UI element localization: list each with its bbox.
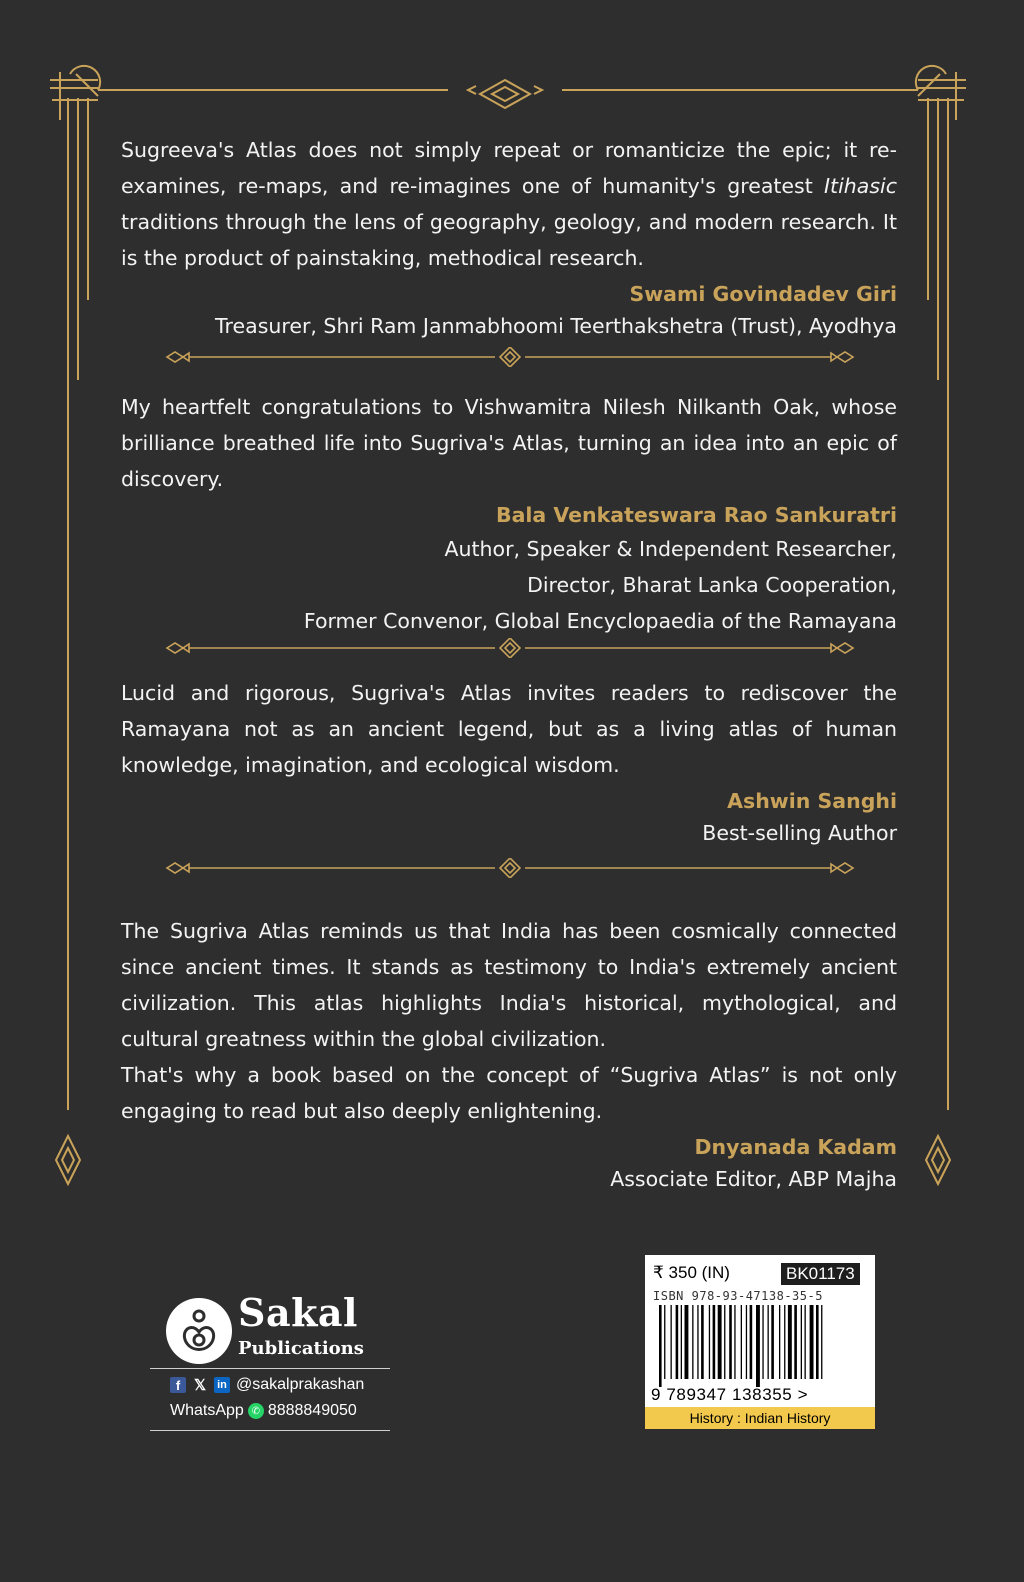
whatsapp-number[interactable]: 8888849050 bbox=[267, 1402, 357, 1419]
testimonial-text: The Sugriva Atlas reminds us that India has been cosmically connected since ancient times. It stands as testimony to India's extremely ancient civilization. This atlas highlights India's historical, mythological, and cultural greatness within the global civilization. bbox=[121, 919, 897, 1051]
barcode-bar bbox=[734, 1305, 735, 1379]
barcode-bar bbox=[794, 1305, 797, 1379]
testimonial-text: Lucid and rigorous, Sugriva's Atlas invites readers to rediscover the Ramayana not as an ancient legend, but as a living atlas of human knowledge, imagination, and ecological wisdom. bbox=[121, 681, 897, 777]
ornamental-divider bbox=[165, 638, 855, 658]
publisher-logo bbox=[150, 1288, 390, 1438]
barcode-bar bbox=[697, 1305, 698, 1379]
barcode-bar bbox=[756, 1305, 760, 1387]
testimonial-1 bbox=[121, 132, 897, 342]
barcode-bar bbox=[768, 1305, 769, 1379]
italic-term: Itihasic bbox=[824, 174, 897, 198]
barcode-bar bbox=[685, 1305, 689, 1379]
testimonial-text-part: Sugreeva's Atlas does not simply repeat or romanticize the epic; it re-examines, re-maps, and re-imagines one of humanity's greatest bbox=[121, 138, 897, 198]
barcode-digits: 9 789347 138355 > bbox=[651, 1385, 809, 1404]
barcode-bar bbox=[784, 1305, 785, 1379]
social-handle[interactable]: @sakalprakashan bbox=[236, 1376, 365, 1393]
whatsapp-icon[interactable]: ✆ bbox=[248, 1403, 264, 1419]
barcode-bar bbox=[779, 1305, 780, 1379]
whatsapp-label: WhatsApp bbox=[170, 1402, 244, 1419]
ornamental-divider bbox=[165, 347, 855, 367]
facebook-icon[interactable]: f bbox=[170, 1377, 186, 1393]
author-role: Best-selling Author bbox=[702, 821, 897, 845]
barcode-bar bbox=[729, 1305, 732, 1379]
barcode-bar bbox=[724, 1305, 725, 1379]
social-row bbox=[170, 1376, 364, 1394]
book-code: BK01173 bbox=[781, 1263, 860, 1285]
barcode-bar bbox=[762, 1305, 763, 1379]
testimonial-text-part: traditions through the lens of geography, geology, and modern research. It is the product of painstaking, methodical research. bbox=[121, 210, 897, 270]
barcode-bar bbox=[701, 1305, 704, 1379]
barcode-icon bbox=[653, 1305, 867, 1387]
barcode-bar bbox=[821, 1305, 822, 1379]
testimonial-text: That's why a book based on the concept of “Sugriva Atlas” is not only engaging to read but also deeply enlightening. bbox=[121, 1063, 897, 1123]
whatsapp-row bbox=[170, 1402, 357, 1420]
barcode-bar bbox=[676, 1305, 679, 1379]
testimonial-4 bbox=[121, 913, 897, 1195]
testimonial-2 bbox=[121, 389, 897, 639]
genre-band: History : Indian History bbox=[645, 1407, 875, 1429]
author-role: Author, Speaker & Independent Researcher, bbox=[444, 537, 897, 561]
testimonial-text bbox=[121, 132, 897, 276]
barcode-bar bbox=[816, 1305, 819, 1379]
barcode-bar bbox=[681, 1305, 682, 1379]
barcode-bar bbox=[692, 1305, 693, 1379]
author-name: Dnyanada Kadam bbox=[694, 1135, 897, 1159]
barcode-bar bbox=[741, 1305, 742, 1379]
barcode-bar bbox=[664, 1305, 665, 1379]
author-role: Treasurer, Shri Ram Janmabhoomi Teerthakshetra (Trust), Ayodhya bbox=[215, 314, 897, 338]
testimonial-text: My heartfelt congratulations to Vishwamitra Nilesh Nilkanth Oak, whose brilliance breathed life into Sugriva's Atlas, turning an idea into an epic of discovery. bbox=[121, 395, 897, 491]
barcode-bar bbox=[750, 1305, 753, 1379]
author-name: Ashwin Sanghi bbox=[727, 789, 897, 813]
author-role: Director, Bharat Lanka Cooperation, bbox=[527, 573, 897, 597]
ornamental-divider bbox=[165, 858, 855, 878]
barcode-bar bbox=[709, 1305, 710, 1379]
barcode-label bbox=[645, 1255, 875, 1429]
publisher-subtitle: Publications bbox=[238, 1338, 364, 1359]
isbn: ISBN 978-93-47138-35-5 bbox=[653, 1289, 823, 1303]
barcode-bar bbox=[746, 1305, 747, 1379]
testimonial-3 bbox=[121, 675, 897, 849]
barcode-bar bbox=[805, 1305, 806, 1379]
author-role: Former Convenor, Global Encyclopaedia of the Ramayana bbox=[303, 609, 897, 633]
x-icon[interactable]: 𝕏 bbox=[193, 1377, 207, 1394]
linkedin-icon[interactable]: in bbox=[214, 1377, 230, 1393]
price: ₹ 350 (IN) bbox=[653, 1263, 730, 1282]
author-role: Associate Editor, ABP Majha bbox=[610, 1167, 897, 1191]
author-name: Swami Govindadev Giri bbox=[629, 282, 897, 306]
barcode-bar bbox=[718, 1305, 722, 1379]
barcode-bar bbox=[771, 1305, 774, 1379]
barcode-bar bbox=[659, 1305, 662, 1387]
divider-line bbox=[150, 1368, 390, 1369]
barcode-bar bbox=[671, 1305, 672, 1379]
barcode-bar bbox=[713, 1305, 716, 1379]
divider-line bbox=[150, 1430, 390, 1431]
sakal-emblem-icon bbox=[166, 1298, 232, 1364]
barcode-bar bbox=[810, 1305, 814, 1379]
barcode-bar bbox=[788, 1305, 792, 1379]
barcode-bar bbox=[801, 1305, 802, 1379]
author-name: Bala Venkateswara Rao Sankuratri bbox=[495, 503, 897, 527]
publisher-name: Sakal bbox=[238, 1290, 358, 1335]
